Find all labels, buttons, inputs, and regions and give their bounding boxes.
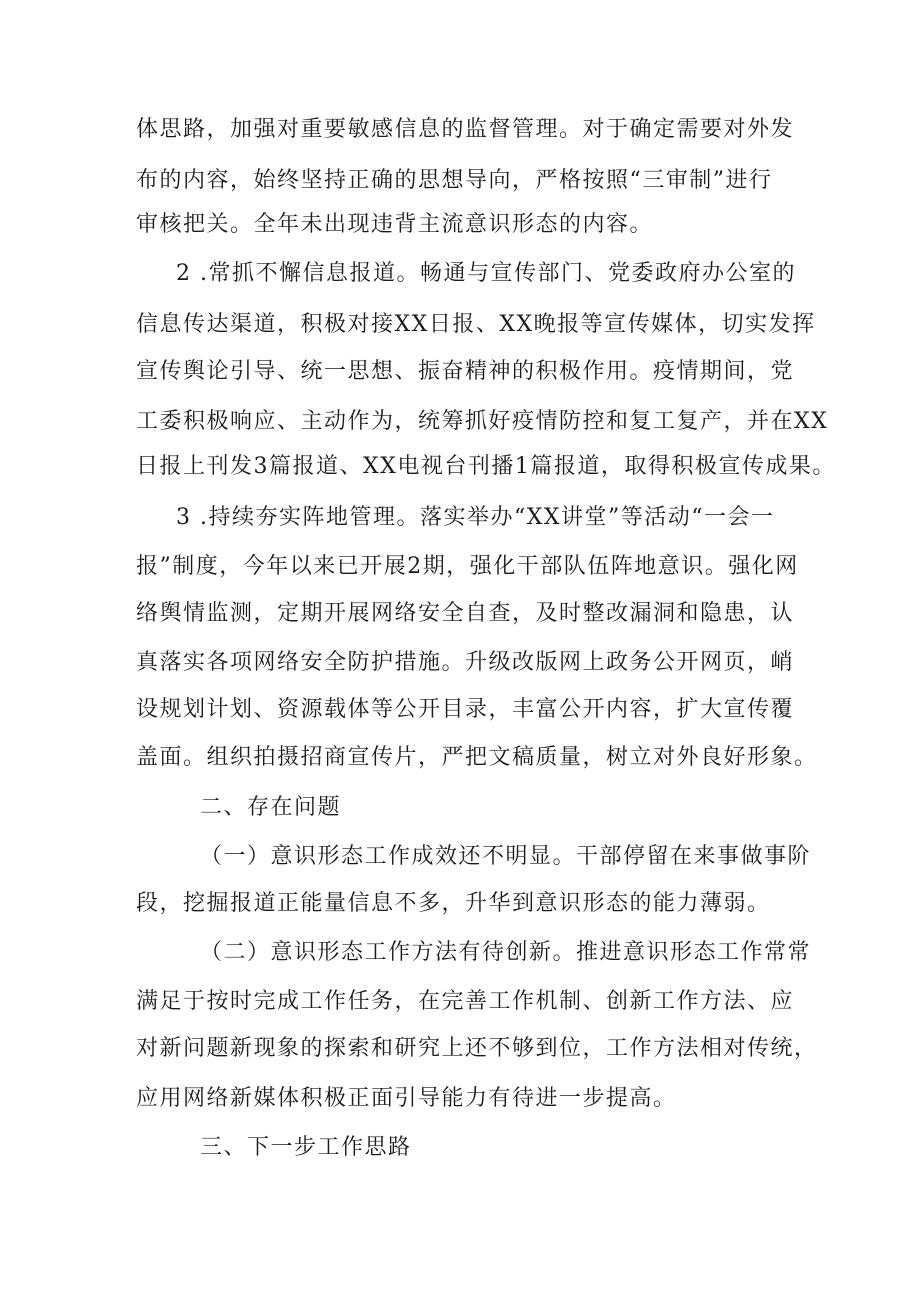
paragraph-line: （二）意识形态工作方法有待创新。推进意识形态工作常常 — [200, 940, 812, 965]
paragraph-line: 审核把关。全年未出现违背主流意识形态的内容。 — [136, 212, 654, 237]
paragraph-line: 宣传舆论引导、统一思想、振奋精神的积极作用。疫情期间，党 — [136, 359, 795, 384]
paragraph-line: （一）意识形态工作成效还不明显。干部停留在来事做事阶 — [200, 844, 812, 869]
paragraph-line: 盖面。组织拍摄招商宣传片，严把文稿质量，树立对外良好形象。 — [136, 745, 818, 770]
paragraph-line: 段，挖掘报道正能量信息不多，升华到意识形态的能力薄弱。 — [136, 891, 771, 916]
section-heading: 三、下一步工作思路 — [200, 1135, 412, 1160]
paragraph-line: 布的内容，始终坚持正确的思想导向，严格按照“三审制”进行 — [136, 168, 773, 193]
paragraph-line: 报”制度，今年以来已开展2期，强化干部队伍阵地意识。强化网 — [136, 554, 799, 579]
paragraph-line: 3 .持续夯实阵地管理。落实举办“XX讲堂”等活动“一会一 — [176, 505, 775, 530]
paragraph-line: 满足于按时完成工作任务，在完善工作机制、创新工作方法、应 — [136, 989, 795, 1014]
paragraph-line: 应用网络新媒体积极正面引导能力有待进一步提高。 — [136, 1086, 677, 1111]
paragraph-line: 真落实各项网络安全防护措施。升级改版网上政务公开网页，峭 — [136, 650, 795, 675]
paragraph-line: 设规划计划、资源载体等公开目录，丰富公开内容，扩大宣传覆 — [136, 697, 795, 722]
paragraph-line: 络舆情监测，定期开展网络安全自查，及时整改漏洞和隐患，认 — [136, 601, 795, 626]
paragraph-line: 信息传达渠道，积极对接XX日报、XX晚报等宣传媒体，切实发挥 — [136, 312, 816, 337]
paragraph-line: 对新问题新现象的探索和研究上还不够到位，工作方法相对传统， — [136, 1036, 818, 1061]
paragraph-line: 2 .常抓不懈信息报道。畅通与宣传部门、党委政府办公室的 — [176, 261, 796, 286]
paragraph-line: 体思路，加强对重要敏感信息的监督管理。对于确定需要对外发 — [136, 117, 795, 142]
paragraph-line: 工委积极响应、主动作为，统筹抓好疫情防控和复工复产，并在XX — [136, 409, 829, 434]
section-heading: 二、存在问题 — [200, 795, 342, 820]
paragraph-line: 日报上刊发3篇报道、XX电视台刊播1篇报道，取得积极宣传成果。 — [136, 454, 836, 479]
